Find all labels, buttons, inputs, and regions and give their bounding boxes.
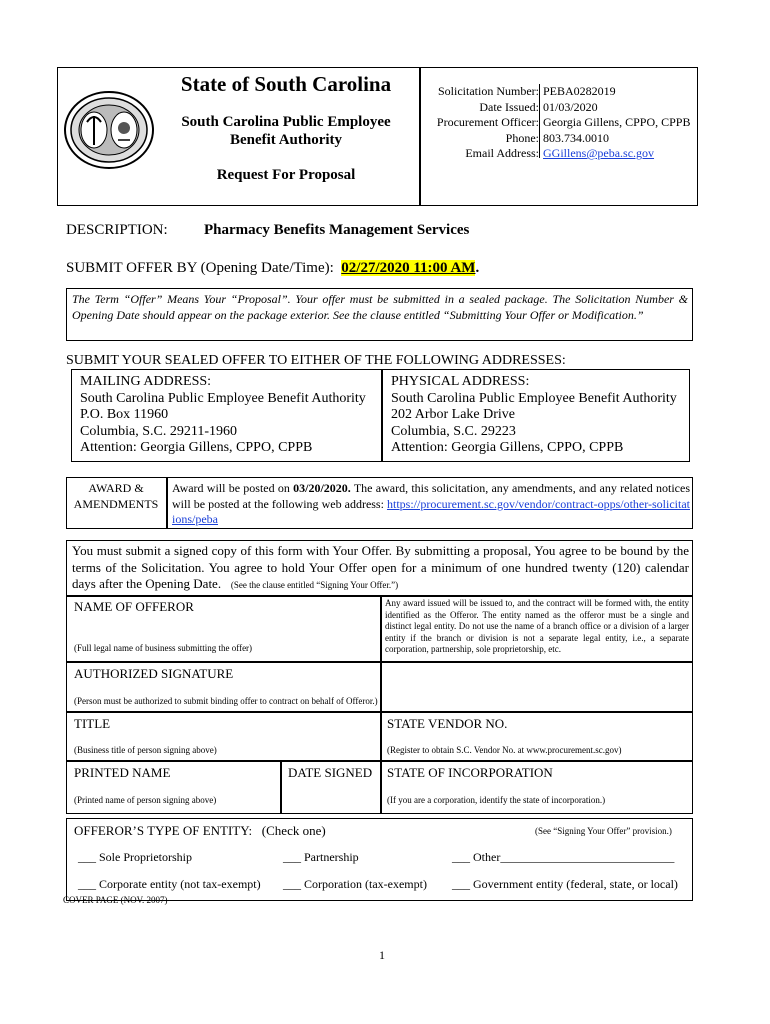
page-number: 1 xyxy=(379,948,385,962)
signed-copy-note: (See the clause entitled “Signing Your Offer.”) xyxy=(230,580,399,590)
submit-offer-line xyxy=(66,260,479,277)
entity-option-sole-proprietorship[interactable]: ___ Sole Proprietorship xyxy=(78,850,192,864)
title-label: TITLE xyxy=(74,716,111,731)
procurement-url-link[interactable]: https://procurement.sc.gov/vendor/contract-opps/other-solicitations/peba xyxy=(172,496,690,526)
award-entity-note: Any award issued will be issued to, and the contract will be formed with, the entity identified as the Offeror. The entity named as the offeror must be a single and distinct legal entity. Do not use the name of a branch office or a division of a larger entity if the branch or division is not a separate legal entity, i.e., a separate corporation, partnership, sole proprietorship, etc. xyxy=(385,598,689,654)
name-of-offeror-label: NAME OF OFFEROR xyxy=(74,599,194,614)
address-line: South Carolina Public Employee Benefit Authority xyxy=(391,390,677,406)
state-of-incorporation-label: STATE OF INCORPORATION xyxy=(387,765,553,780)
state-of-incorporation-hint: (If you are a corporation, identify the state of incorporation.) xyxy=(387,795,606,805)
entity-option-corporate-not-tax-exempt[interactable]: ___ Corporate entity (not tax-exempt) xyxy=(78,877,261,891)
name-of-offeror-field[interactable] xyxy=(70,614,375,638)
submit-period: . xyxy=(475,260,480,276)
addresses-divider xyxy=(381,369,383,462)
info-row xyxy=(424,115,696,131)
state-title: State of South Carolina xyxy=(180,72,392,96)
authorized-signature-hint: (Person must be authorized to submit binding offer to contract on behalf of Offeror.) xyxy=(74,696,378,706)
award-text-a: Award will be posted on xyxy=(172,481,294,495)
date-issued: 01/03/2020 xyxy=(543,99,598,114)
info-label: Phone: xyxy=(505,130,539,145)
cover-page-footer: COVER PAGE (NOV. 2007) xyxy=(63,895,168,905)
procurement-officer: Georgia Gillens, CPPO, CPPB xyxy=(543,115,691,129)
address-line: Attention: Georgia Gillens, CPPO, CPPB xyxy=(80,440,313,455)
solicitation-number: PEBA0282019 xyxy=(543,84,616,98)
document-type: Request For Proposal xyxy=(216,167,356,183)
state-vendor-no-field[interactable] xyxy=(385,731,689,743)
agency-name-line2: Benefit Authority xyxy=(229,132,343,148)
address-line: 202 Arbor Lake Drive xyxy=(391,407,516,422)
authorized-signature-field[interactable] xyxy=(70,681,375,693)
info-label: Procurement Officer: xyxy=(436,115,539,129)
physical-address-heading: PHYSICAL ADDRESS: xyxy=(391,374,530,389)
entity-option-other[interactable]: ___ Other_____________________________ xyxy=(452,850,675,864)
info-label: Solicitation Number: xyxy=(438,84,539,98)
award-text-b: The award, this solicitation, any amendments, and any related notices will be posted at the following web address: xyxy=(172,481,690,511)
description-value: Pharmacy Benefits Management Services xyxy=(204,222,470,238)
info-row xyxy=(424,146,696,162)
printed-name-field[interactable] xyxy=(70,780,275,792)
info-label: Email Address: xyxy=(465,146,539,160)
entity-option-government[interactable]: ___ Government entity (federal, state, or local) xyxy=(452,877,678,891)
award-text xyxy=(172,481,690,528)
info-label: Date Issued: xyxy=(479,99,539,114)
info-column-divider xyxy=(539,84,540,158)
printed-name-hint: (Printed name of person signing above) xyxy=(74,795,217,805)
address-line: South Carolina Public Employee Benefit Authority xyxy=(80,390,366,406)
address-line: Attention: Georgia Gillens, CPPO, CPPB xyxy=(391,440,624,455)
info-row xyxy=(424,84,696,100)
name-of-offeror-hint: (Full legal name of business submitting the offer) xyxy=(74,643,253,653)
physical-address xyxy=(391,374,677,457)
authorized-signature-label: AUTHORIZED SIGNATURE xyxy=(74,666,234,681)
title-field[interactable] xyxy=(70,731,375,743)
address-line: P.O. Box 11960 xyxy=(80,407,169,422)
email-link[interactable]: GGillens@peba.sc.gov xyxy=(543,146,655,160)
entity-option-partnership[interactable]: ___ Partnership xyxy=(283,850,359,864)
address-line: Columbia, S.C. 29223 xyxy=(391,423,516,439)
info-row xyxy=(424,131,696,147)
phone-number: 803.734.0010 xyxy=(543,130,609,145)
entity-type-note: (See “Signing Your Offer” provision.) xyxy=(535,826,672,836)
state-of-incorporation-field[interactable] xyxy=(385,780,689,792)
term-notice: The Term “Offer” Means Your “Proposal”. Your offer must be submitted in a sealed package. The Solicitation Number & Opening Date should appear on the package exterior. See the clause entitled “Submitting Your Offer or Modification.” xyxy=(72,292,688,322)
state-vendor-no-label: STATE VENDOR NO. xyxy=(387,716,508,731)
date-signed-label: DATE SIGNED xyxy=(288,765,373,780)
state-seal xyxy=(63,90,155,170)
printed-name-label: PRINTED NAME xyxy=(74,765,171,780)
award-label xyxy=(66,481,166,512)
addresses-heading: SUBMIT YOUR SEALED OFFER TO EITHER OF THE FOLLOWING ADDRESSES: xyxy=(66,353,566,368)
title-hint: (Business title of person signing above) xyxy=(74,745,217,755)
entity-option-corporation-tax-exempt[interactable]: ___ Corporation (tax-exempt) xyxy=(283,877,427,891)
signed-copy-statement: You must submit a signed copy of this form with Your Offer. By submitting a proposal, You agree to be bound by the terms of the Solicitation. You agree to hold Your Offer open for a minimum of one hundred twenty (120) calendar days after the Opening Date. xyxy=(72,543,689,591)
date-signed-field[interactable] xyxy=(284,780,376,808)
form-column-rule xyxy=(380,595,382,814)
award-label-line2: AMENDMENTS xyxy=(73,496,159,511)
award-date: 03/20/2020. xyxy=(293,481,351,495)
entity-type-heading: OFFEROR’S TYPE OF ENTITY: (Check one) xyxy=(74,823,326,838)
opening-datetime: 02/27/2020 11:00 AM xyxy=(341,260,476,276)
mailing-address-heading: MAILING ADDRESS: xyxy=(80,374,212,389)
award-divider xyxy=(166,477,168,529)
agency-name-line1: South Carolina Public Employee xyxy=(181,114,391,130)
address-line: Columbia, S.C. 29211-1960 xyxy=(80,423,237,439)
solicitation-info xyxy=(424,84,696,162)
state-vendor-no-hint: (Register to obtain S.C. Vendor No. at www.procurement.sc.gov) xyxy=(387,745,622,755)
info-row xyxy=(424,100,696,116)
mailing-address xyxy=(80,374,366,457)
form-column-rule xyxy=(280,760,282,814)
signed-copy-text xyxy=(72,543,689,594)
submit-label: SUBMIT OFFER BY (Opening Date/Time): xyxy=(66,260,334,276)
award-label-line1: AWARD & xyxy=(88,481,144,495)
description-label: DESCRIPTION: xyxy=(66,222,168,238)
